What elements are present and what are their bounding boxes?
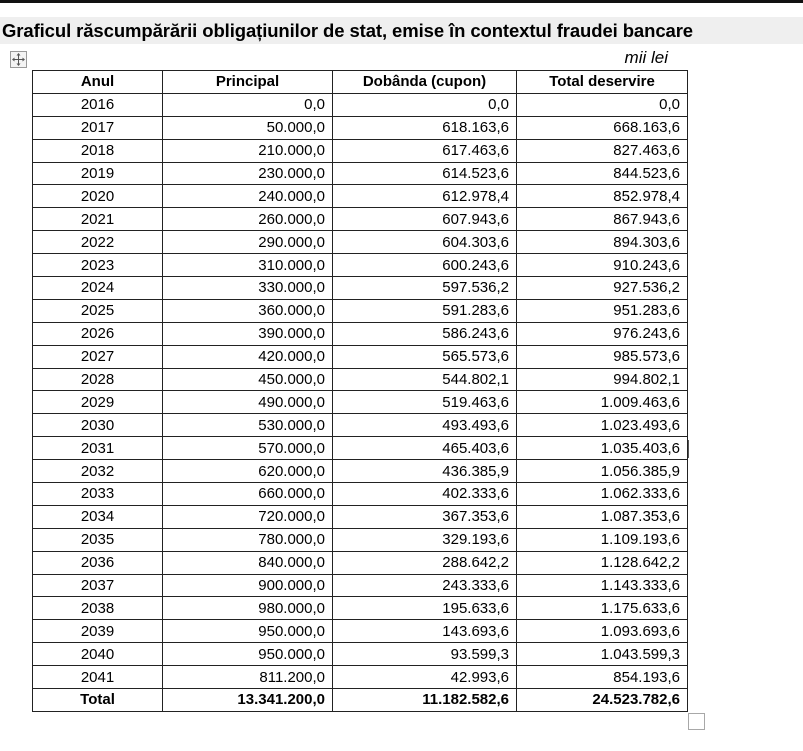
principal-cell[interactable]: 620.000,0 <box>163 460 333 483</box>
principal-cell[interactable]: 50.000,0 <box>163 116 333 139</box>
coupon-cell[interactable]: 195.633,6 <box>333 597 517 620</box>
table-row <box>33 414 688 437</box>
total-service-cell[interactable]: 827.463,6 <box>517 139 688 162</box>
table-row <box>33 505 688 528</box>
table-row <box>33 277 688 300</box>
coupon-cell[interactable]: 600.243,6 <box>333 254 517 277</box>
coupon-cell[interactable]: 367.353,6 <box>333 505 517 528</box>
total-service-cell[interactable]: 867.943,6 <box>517 208 688 231</box>
table-total-row <box>33 689 688 712</box>
coupon-cell[interactable]: 612.978,4 <box>333 185 517 208</box>
table-row <box>33 162 688 185</box>
year-cell[interactable]: 2016 <box>33 93 163 116</box>
year-cell[interactable]: 2021 <box>33 208 163 231</box>
year-cell[interactable]: 2041 <box>33 666 163 689</box>
year-cell[interactable]: 2039 <box>33 620 163 643</box>
principal-cell[interactable]: 260.000,0 <box>163 208 333 231</box>
table-row <box>33 574 688 597</box>
principal-cell[interactable]: 490.000,0 <box>163 391 333 414</box>
year-cell[interactable]: 2032 <box>33 460 163 483</box>
total-service-cell[interactable]: 844.523,6 <box>517 162 688 185</box>
year-cell[interactable]: 2020 <box>33 185 163 208</box>
principal-cell[interactable]: 950.000,0 <box>163 620 333 643</box>
top-border-rule <box>0 0 803 3</box>
year-cell[interactable]: 2028 <box>33 368 163 391</box>
header-coupon[interactable]: Dobânda (cupon) <box>333 71 517 94</box>
principal-cell[interactable]: 290.000,0 <box>163 231 333 254</box>
coupon-cell[interactable]: 607.943,6 <box>333 208 517 231</box>
table-row <box>33 231 688 254</box>
total-service-cell[interactable]: 894.303,6 <box>517 231 688 254</box>
total-service-cell[interactable]: 1.128.642,2 <box>517 551 688 574</box>
principal-cell[interactable]: 811.200,0 <box>163 666 333 689</box>
principal-cell[interactable]: 230.000,0 <box>163 162 333 185</box>
coupon-cell[interactable]: 565.573,6 <box>333 345 517 368</box>
principal-cell[interactable]: 390.000,0 <box>163 322 333 345</box>
total-service-cell[interactable]: 985.573,6 <box>517 345 688 368</box>
total-service-cell[interactable]: 1.043.599,3 <box>517 643 688 666</box>
coupon-cell[interactable]: 614.523,6 <box>333 162 517 185</box>
year-cell[interactable]: 2034 <box>33 505 163 528</box>
total-service-cell[interactable]: 852.978,4 <box>517 185 688 208</box>
principal-cell[interactable]: 840.000,0 <box>163 551 333 574</box>
coupon-cell[interactable]: 586.243,6 <box>333 322 517 345</box>
year-cell[interactable]: 2037 <box>33 574 163 597</box>
total-service-cell[interactable]: 994.802,1 <box>517 368 688 391</box>
coupon-cell[interactable]: 604.303,6 <box>333 231 517 254</box>
table-row <box>33 185 688 208</box>
principal-cell[interactable]: 420.000,0 <box>163 345 333 368</box>
document-title: Graficul răscumpărării obligațiunilor de stat, emise în contextul fraudei bancare <box>2 20 693 41</box>
principal-cell[interactable]: 570.000,0 <box>163 437 333 460</box>
principal-cell[interactable]: 530.000,0 <box>163 414 333 437</box>
table-row <box>33 483 688 506</box>
coupon-cell[interactable]: 591.283,6 <box>333 299 517 322</box>
coupon-cell[interactable]: 519.463,6 <box>333 391 517 414</box>
total-service-cell[interactable]: 854.193,6 <box>517 666 688 689</box>
total-service-cell[interactable]: 951.283,6 <box>517 299 688 322</box>
principal-cell[interactable]: 720.000,0 <box>163 505 333 528</box>
table-row <box>33 322 688 345</box>
table-row <box>33 460 688 483</box>
total-service-cell[interactable]: 1.087.353,6 <box>517 505 688 528</box>
total-service-cell[interactable]: 0,0 <box>517 93 688 116</box>
table-row <box>33 437 688 460</box>
principal-cell[interactable]: 360.000,0 <box>163 299 333 322</box>
year-cell[interactable]: 2030 <box>33 414 163 437</box>
total-label[interactable]: Total <box>33 689 163 712</box>
principal-cell[interactable]: 310.000,0 <box>163 254 333 277</box>
principal-cell[interactable]: 900.000,0 <box>163 574 333 597</box>
total-service-cell[interactable]: 1.109.193,6 <box>517 528 688 551</box>
principal-cell[interactable]: 330.000,0 <box>163 277 333 300</box>
year-cell[interactable]: 2031 <box>33 437 163 460</box>
table-row <box>33 299 688 322</box>
table-row <box>33 551 688 574</box>
table-resize-icon[interactable] <box>688 713 705 730</box>
coupon-cell[interactable]: 288.642,2 <box>333 551 517 574</box>
principal-cell[interactable]: 660.000,0 <box>163 483 333 506</box>
total-service-cell[interactable]: 668.163,6 <box>517 116 688 139</box>
principal-cell[interactable]: 950.000,0 <box>163 643 333 666</box>
text-cursor <box>688 440 689 458</box>
year-cell[interactable]: 2038 <box>33 597 163 620</box>
coupon-cell[interactable]: 42.993,6 <box>333 666 517 689</box>
table-row <box>33 666 688 689</box>
unit-label: mii lei <box>624 48 668 67</box>
year-cell[interactable]: 2035 <box>33 528 163 551</box>
year-cell[interactable]: 2027 <box>33 345 163 368</box>
total-service-cell[interactable]: 976.243,6 <box>517 322 688 345</box>
header-principal[interactable]: Principal <box>163 71 333 94</box>
table-row <box>33 93 688 116</box>
year-cell[interactable]: 2018 <box>33 139 163 162</box>
coupon-cell[interactable]: 0,0 <box>333 93 517 116</box>
coupon-cell[interactable]: 493.493,6 <box>333 414 517 437</box>
coupon-cell[interactable]: 618.163,6 <box>333 116 517 139</box>
total-service-cell[interactable]: 1.035.403,6 <box>517 437 688 460</box>
coupon-cell[interactable]: 93.599,3 <box>333 643 517 666</box>
coupon-cell[interactable]: 617.463,6 <box>333 139 517 162</box>
total-service-cell[interactable]: 1.009.463,6 <box>517 391 688 414</box>
coupon-cell[interactable]: 544.802,1 <box>333 368 517 391</box>
total-service-cell[interactable]: 1.093.693,6 <box>517 620 688 643</box>
table-row <box>33 597 688 620</box>
coupon-cell[interactable]: 465.403,6 <box>333 437 517 460</box>
table-row <box>33 528 688 551</box>
year-cell[interactable]: 2040 <box>33 643 163 666</box>
principal-cell[interactable]: 980.000,0 <box>163 597 333 620</box>
total-service-cell[interactable]: 1.143.333,6 <box>517 574 688 597</box>
table-row <box>33 620 688 643</box>
table-row <box>33 116 688 139</box>
header-total-service[interactable]: Total deservire <box>517 71 688 94</box>
principal-cell[interactable]: 450.000,0 <box>163 368 333 391</box>
table-row <box>33 139 688 162</box>
total-service-cell[interactable]: 927.536,2 <box>517 277 688 300</box>
coupon-cell[interactable]: 143.693,6 <box>333 620 517 643</box>
total-coupon[interactable]: 11.182.582,6 <box>333 689 517 712</box>
coupon-cell[interactable]: 436.385,9 <box>333 460 517 483</box>
year-cell[interactable]: 2029 <box>33 391 163 414</box>
year-cell[interactable]: 2019 <box>33 162 163 185</box>
year-cell[interactable]: 2026 <box>33 322 163 345</box>
table-row <box>33 345 688 368</box>
coupon-cell[interactable]: 329.193,6 <box>333 528 517 551</box>
principal-cell[interactable]: 0,0 <box>163 93 333 116</box>
total-service-cell[interactable]: 910.243,6 <box>517 254 688 277</box>
coupon-cell[interactable]: 402.333,6 <box>333 483 517 506</box>
coupon-cell[interactable]: 243.333,6 <box>333 574 517 597</box>
table-row <box>33 643 688 666</box>
total-service-cell[interactable]: 1.062.333,6 <box>517 483 688 506</box>
table-row <box>33 254 688 277</box>
year-cell[interactable]: 2024 <box>33 277 163 300</box>
table-row <box>33 368 688 391</box>
total-service-cell[interactable]: 1.175.633,6 <box>517 597 688 620</box>
year-cell[interactable]: 2017 <box>33 116 163 139</box>
year-cell[interactable]: 2036 <box>33 551 163 574</box>
principal-cell[interactable]: 210.000,0 <box>163 139 333 162</box>
year-cell[interactable]: 2025 <box>33 299 163 322</box>
total-service-cell[interactable]: 1.023.493,6 <box>517 414 688 437</box>
year-cell[interactable]: 2022 <box>33 231 163 254</box>
principal-cell[interactable]: 780.000,0 <box>163 528 333 551</box>
principal-cell[interactable]: 240.000,0 <box>163 185 333 208</box>
year-cell[interactable]: 2023 <box>33 254 163 277</box>
year-cell[interactable]: 2033 <box>33 483 163 506</box>
total-principal[interactable]: 13.341.200,0 <box>163 689 333 712</box>
move-arrows-icon[interactable] <box>10 51 27 68</box>
coupon-cell[interactable]: 597.536,2 <box>333 277 517 300</box>
table-row <box>33 208 688 231</box>
header-year[interactable]: Anul <box>33 71 163 94</box>
total-service[interactable]: 24.523.782,6 <box>517 689 688 712</box>
table-row <box>33 391 688 414</box>
bond-repayment-table <box>32 70 688 712</box>
table-header-row <box>33 71 688 94</box>
total-service-cell[interactable]: 1.056.385,9 <box>517 460 688 483</box>
